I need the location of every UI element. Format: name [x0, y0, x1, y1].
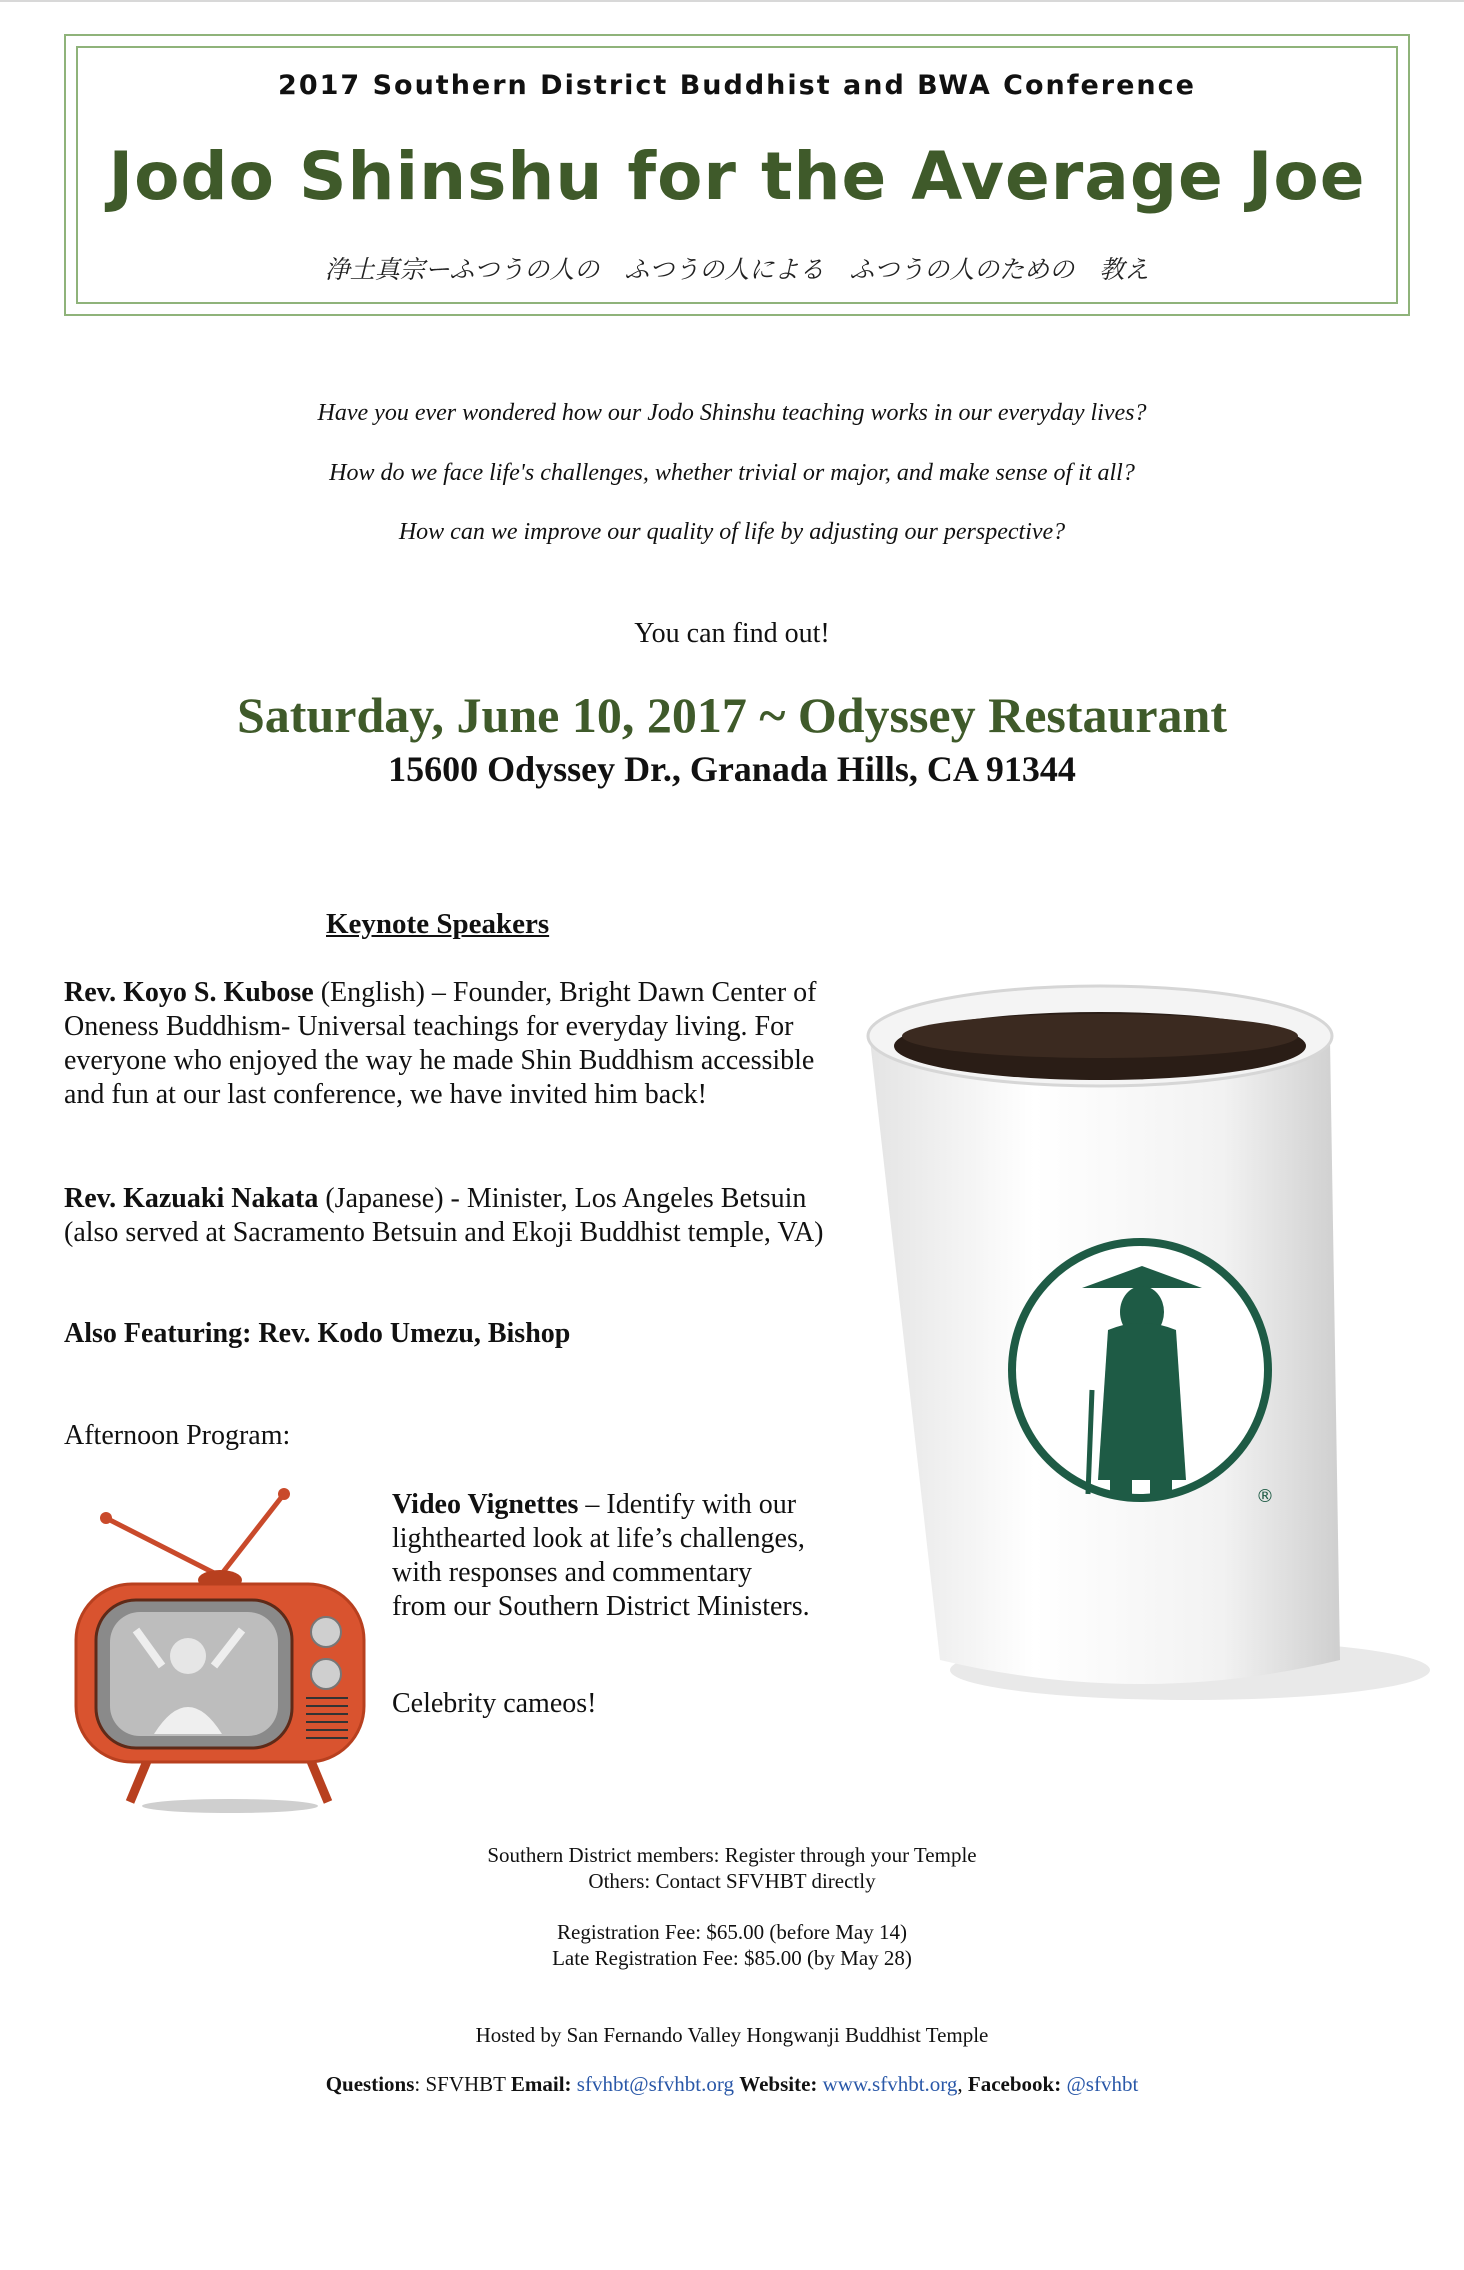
- org-name: : SFVHBT: [414, 2072, 511, 2096]
- coffee-cup-illustration: [860, 980, 1440, 1720]
- late-registration-fee: Late Registration Fee: $85.00 (by May 28): [552, 1946, 912, 1970]
- questions-label: Questions: [325, 2072, 415, 2096]
- facebook-label: Facebook:: [967, 2072, 1062, 2096]
- website-link[interactable]: www.sfvhbt.org: [822, 2072, 958, 2096]
- celebrity-cameos: Celebrity cameos!: [392, 1688, 597, 1719]
- keynote-heading: Keynote Speakers: [326, 908, 550, 940]
- registration-fee: Registration Fee: $65.00 (before May 14): [557, 1920, 907, 1944]
- speaker-name: Rev. Koyo S. Kubose: [64, 977, 314, 1008]
- email-label: Email:: [510, 2072, 572, 2096]
- video-description: – Identify with our lighthearted look at life’s challenges, with responses and commentary from our Southern District Ministers.: [392, 1489, 810, 1622]
- registered-mark: ®: [1256, 1486, 1274, 1507]
- question-1: Have you ever wondered how our Jodo Shinshu teaching works in our everyday lives?: [317, 400, 1147, 426]
- speaker-name: Rev. Kazuaki Nakata: [64, 1183, 319, 1214]
- email-link[interactable]: sfvhbt@sfvhbt.org: [576, 2072, 734, 2096]
- video-vignettes: [392, 1488, 812, 1624]
- tv-illustration: [70, 1484, 370, 1814]
- conference-name: 2017 Southern District Buddhist and BWA Conference: [278, 70, 1196, 101]
- find-out-text: You can find out!: [634, 618, 830, 649]
- speaker-description: (Japanese) - Minister, Los Angeles Betsuin (also served at Sacramento Betsuin and Ekoji Buddhist temple, VA): [64, 1183, 824, 1248]
- website-label: Website:: [739, 2072, 818, 2096]
- page-title: Jodo Shinshu for the Average Joe: [108, 138, 1366, 215]
- afternoon-heading: Afternoon Program:: [64, 1420, 291, 1451]
- facebook-link[interactable]: @sfvhbt: [1066, 2072, 1139, 2096]
- register-line-2: Others: Contact SFVHBT directly: [588, 1869, 876, 1893]
- speaker-description: (English) – Founder, Bright Dawn Center of Oneness Buddhism- Universal teachings for everyday living. For everyone who enjoyed the way he made Shin Buddhism accessible and fun at our last conference, we have invited him back!: [64, 977, 817, 1110]
- question-3: How can we improve our quality of life by adjusting our perspective?: [398, 519, 1066, 545]
- also-featuring: Also Featuring: Rev. Kodo Umezu, Bishop: [64, 1318, 571, 1349]
- event-date-venue: Saturday, June 10, 2017 ~ Odyssey Restaurant: [237, 687, 1227, 743]
- register-line-1: Southern District members: Register through your Temple: [487, 1843, 977, 1867]
- speaker-nakata: [64, 1182, 834, 1250]
- speaker-kubose: [64, 976, 834, 1112]
- question-2: How do we face life's challenges, whether trivial or major, and make sense of it all?: [329, 460, 1135, 486]
- hosted-by: Hosted by San Fernando Valley Hongwanji Buddhist Temple: [475, 2023, 989, 2047]
- japanese-subtitle: 浄土真宗ーふつうの人の ふつうの人による ふつうの人のための 教え: [324, 255, 1150, 284]
- contact-line: Questions: SFVHBT Email: sfvhbt@sfvhbt.org Website: www.sfvhbt.org, Facebook: @sfvhbt: [325, 2072, 1139, 2096]
- top-rule: [0, 0, 1464, 2]
- video-title: Video Vignettes: [392, 1489, 579, 1520]
- event-address: 15600 Odyssey Dr., Granada Hills, CA 91344: [388, 749, 1076, 789]
